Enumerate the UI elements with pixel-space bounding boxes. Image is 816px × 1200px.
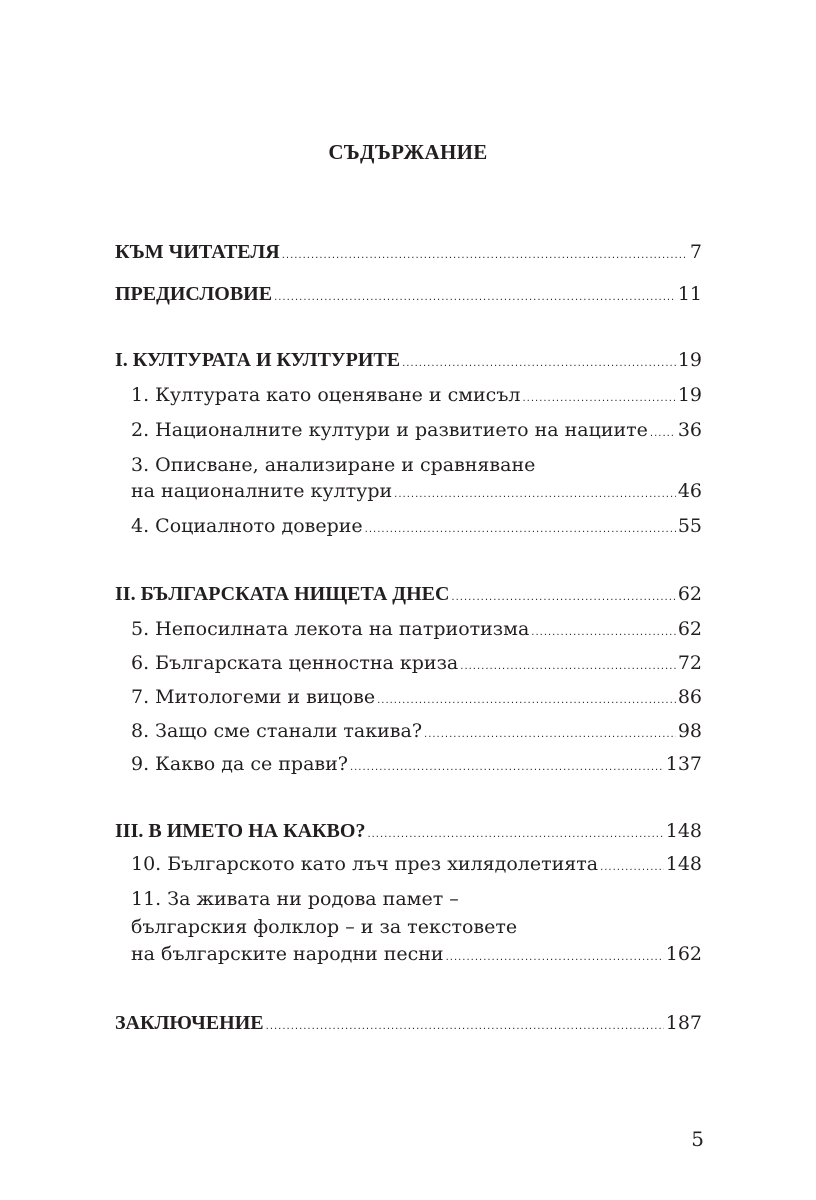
toc-entry-page: 19: [677, 384, 702, 406]
toc-entry-label: III. В ИМЕТО НА КАКВО?: [115, 820, 366, 842]
toc-entry-page: 98: [677, 720, 702, 742]
toc-entry-label: 4. Социалното доверие: [131, 515, 363, 537]
toc-chapter-11-line-2[interactable]: българския фолклор – и за текстовете: [131, 916, 518, 938]
toc-entry-page: 55: [677, 515, 702, 537]
toc-entry-label: на националните култури: [131, 480, 393, 502]
toc-entry-label: на българските народни песни: [131, 943, 444, 965]
toc-part-3[interactable]: [115, 820, 702, 846]
dot-leader: [451, 587, 675, 609]
toc-entry-label: I. КУЛТУРАТА И КУЛТУРИТЕ: [115, 349, 401, 371]
toc-chapter-2[interactable]: [131, 419, 702, 445]
dot-leader: [350, 757, 664, 779]
toc-entry-page: 62: [677, 583, 702, 605]
toc-entry-label: 10. Българското като лъч през хилядолетията: [131, 853, 599, 875]
toc-entry-to-reader[interactable]: [115, 241, 702, 267]
dot-leader: [402, 353, 676, 375]
toc-entry-page: 19: [677, 349, 702, 371]
toc-entry-page: 46: [677, 480, 702, 502]
toc-entry-preface[interactable]: [115, 283, 702, 309]
toc-chapter-5[interactable]: [131, 618, 702, 644]
toc-entry-label: II. БЪЛГАРСКАТА НИЩЕТА ДНЕС: [115, 583, 450, 605]
toc-entry-conclusion[interactable]: [115, 1012, 702, 1038]
toc-entry-page: 86: [677, 686, 702, 708]
toc-chapter-8[interactable]: [131, 720, 702, 746]
toc-entry-page: 162: [665, 943, 702, 965]
toc-entry-page: 72: [677, 652, 702, 674]
toc-chapter-3-line-1[interactable]: 3. Описване, анализиране и сравняване: [131, 454, 536, 476]
toc-chapter-1[interactable]: [131, 384, 702, 410]
dot-leader: [522, 388, 675, 410]
dot-leader: [394, 484, 676, 506]
toc-entry-page: 62: [677, 618, 702, 640]
toc-entry-label: ПРЕДИСЛОВИЕ: [115, 283, 273, 305]
toc-entry-label: ЗАКЛЮЧЕНИЕ: [115, 1012, 264, 1034]
toc-entry-label: КЪМ ЧИТАТЕЛЯ: [115, 241, 280, 263]
toc-entry-label: 1. Културата като оценяване и смисъл: [131, 384, 521, 406]
toc-chapter-11-line-1[interactable]: 11. За живата ни родова памет –: [131, 888, 459, 910]
toc-entry-page: 137: [665, 753, 702, 775]
dot-leader: [274, 287, 676, 309]
dot-leader: [282, 245, 688, 267]
dot-leader: [377, 690, 676, 712]
dot-leader: [446, 947, 664, 969]
dot-leader: [650, 423, 676, 445]
toc-entry-page: 148: [665, 820, 702, 842]
toc-chapter-10[interactable]: [131, 853, 702, 879]
toc-entry-label: 7. Митологеми и вицове: [131, 686, 376, 708]
toc-entry-page: 36: [677, 419, 702, 441]
toc-entry-label: 9. Какво да се прави?: [131, 753, 348, 775]
dot-leader: [531, 622, 676, 644]
toc-chapter-3[interactable]: [131, 480, 702, 506]
toc-part-2[interactable]: [115, 583, 702, 609]
toc-entry-page: 187: [665, 1012, 702, 1034]
toc-entry-label: 6. Българската ценностна криза: [131, 652, 459, 674]
toc-entry-label: 8. Защо сме станали такива?: [131, 720, 423, 742]
toc-chapter-4[interactable]: [131, 515, 702, 541]
page-number: 5: [691, 1127, 704, 1151]
toc-chapter-6[interactable]: [131, 652, 702, 678]
dot-leader: [460, 656, 676, 678]
dot-leader: [367, 824, 663, 846]
toc-entry-label: 5. Непосилната лекота на патриотизма: [131, 618, 530, 640]
toc-entry-label: 2. Националните култури и развитието на нациите: [131, 419, 648, 441]
page-title: СЪДЪРЖАНИЕ: [328, 140, 488, 164]
dot-leader: [365, 519, 676, 541]
toc-chapter-11[interactable]: [131, 943, 702, 969]
toc-entry-page: 11: [677, 283, 702, 305]
toc-chapter-9[interactable]: [131, 753, 702, 779]
dot-leader: [600, 857, 664, 879]
dot-leader: [424, 724, 676, 746]
toc-entry-page: 7: [689, 241, 702, 263]
toc-part-1[interactable]: [115, 349, 702, 375]
dot-leader: [266, 1016, 664, 1038]
toc-entry-page: 148: [665, 853, 702, 875]
toc-chapter-7[interactable]: [131, 686, 702, 712]
